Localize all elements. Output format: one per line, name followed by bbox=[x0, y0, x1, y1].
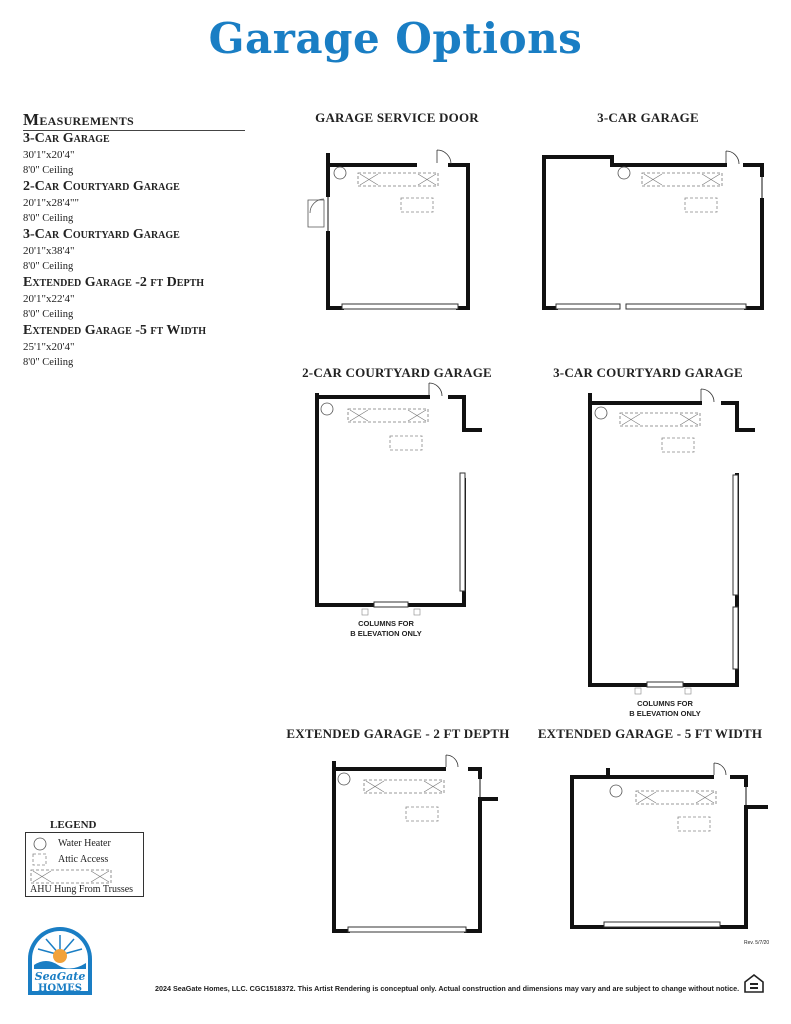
logo-line1: SeaGate bbox=[34, 970, 86, 983]
measurement-ceiling: 8'0" Ceiling bbox=[23, 309, 74, 320]
measurement-name: 3-Car Garage bbox=[23, 131, 110, 146]
measurements-list bbox=[23, 131, 263, 371]
logo-line2: HOMES bbox=[37, 983, 83, 994]
columns-note-line1: COLUMNS FOR bbox=[637, 699, 693, 708]
measurement-item bbox=[23, 131, 263, 179]
attic-access-icon bbox=[33, 854, 46, 865]
plan-label-2-car-courtyard: 2-CAR COURTYARD GARAGE bbox=[302, 365, 492, 380]
columns-note bbox=[610, 699, 720, 719]
plan-label-service-door: GARAGE SERVICE DOOR bbox=[315, 110, 479, 125]
floor-plan-extended-width bbox=[560, 755, 780, 940]
measurement-name: Extended Garage -2 ft Depth bbox=[23, 275, 205, 290]
legend-attic-access: Attic Access bbox=[58, 854, 109, 865]
measurements-heading: Measurements bbox=[23, 110, 245, 131]
revision-date: Rev. 5/7/20 bbox=[744, 940, 770, 946]
plan-label-3-car-courtyard: 3-CAR COURTYARD GARAGE bbox=[553, 365, 743, 380]
measurement-dimensions: 25'1"x20'4" bbox=[23, 341, 75, 353]
footer-disclaimer: 2024 SeaGate Homes, LLC. CGC1518372. This Artist Rendering is conceptual only. Actual construction and dimensions may vary and are subject to change without notice. bbox=[155, 984, 740, 993]
measurement-item bbox=[23, 227, 263, 275]
legend-title: LEGEND bbox=[50, 819, 97, 831]
measurement-dimensions: 20'1"x28'4"" bbox=[23, 197, 79, 209]
columns-note-line2: B ELEVATION ONLY bbox=[629, 709, 701, 718]
measurement-dimensions: 30'1"x20'4" bbox=[23, 149, 75, 161]
measurement-ceiling: 8'0" Ceiling bbox=[23, 213, 74, 224]
columns-note-line2: B ELEVATION ONLY bbox=[350, 629, 422, 638]
plan-label-extended-depth: EXTENDED GARAGE - 2 FT DEPTH bbox=[286, 726, 510, 741]
columns-note bbox=[336, 619, 436, 639]
columns-note-line1: COLUMNS FOR bbox=[358, 619, 414, 628]
plan-label-extended-width: EXTENDED GARAGE - 5 FT WIDTH bbox=[537, 726, 763, 741]
measurement-item bbox=[23, 275, 263, 323]
plan-label-3-car: 3-CAR GARAGE bbox=[597, 110, 699, 125]
floor-plan-3-car-courtyard bbox=[575, 385, 775, 695]
legend bbox=[25, 832, 144, 897]
measurement-item bbox=[23, 179, 263, 227]
water-heater-icon bbox=[34, 838, 46, 850]
seagate-homes-logo bbox=[24, 925, 96, 997]
measurement-ceiling: 8'0" Ceiling bbox=[23, 261, 74, 272]
measurement-item bbox=[23, 323, 263, 371]
floor-plan-3-car bbox=[530, 145, 770, 325]
page-title: Garage Options bbox=[208, 14, 583, 63]
floor-plan-service-door bbox=[280, 145, 480, 325]
measurement-name: Extended Garage -5 ft Width bbox=[23, 323, 206, 338]
measurement-ceiling: 8'0" Ceiling bbox=[23, 165, 74, 176]
legend-water-heater: Water Heater bbox=[58, 838, 111, 849]
floor-plan-2-car-courtyard bbox=[300, 385, 500, 615]
legend-ahu: AHU Hung From Trusses bbox=[30, 884, 134, 895]
measurement-name: 3-Car Courtyard Garage bbox=[23, 227, 180, 242]
measurement-ceiling: 8'0" Ceiling bbox=[23, 357, 74, 368]
measurement-dimensions: 20'1"x38'4" bbox=[23, 245, 75, 257]
equal-housing-icon bbox=[742, 972, 766, 996]
measurement-name: 2-Car Courtyard Garage bbox=[23, 179, 180, 194]
floor-plan-extended-depth bbox=[320, 755, 510, 940]
measurement-dimensions: 20'1"x22'4" bbox=[23, 293, 75, 305]
ahu-icon bbox=[31, 870, 111, 883]
